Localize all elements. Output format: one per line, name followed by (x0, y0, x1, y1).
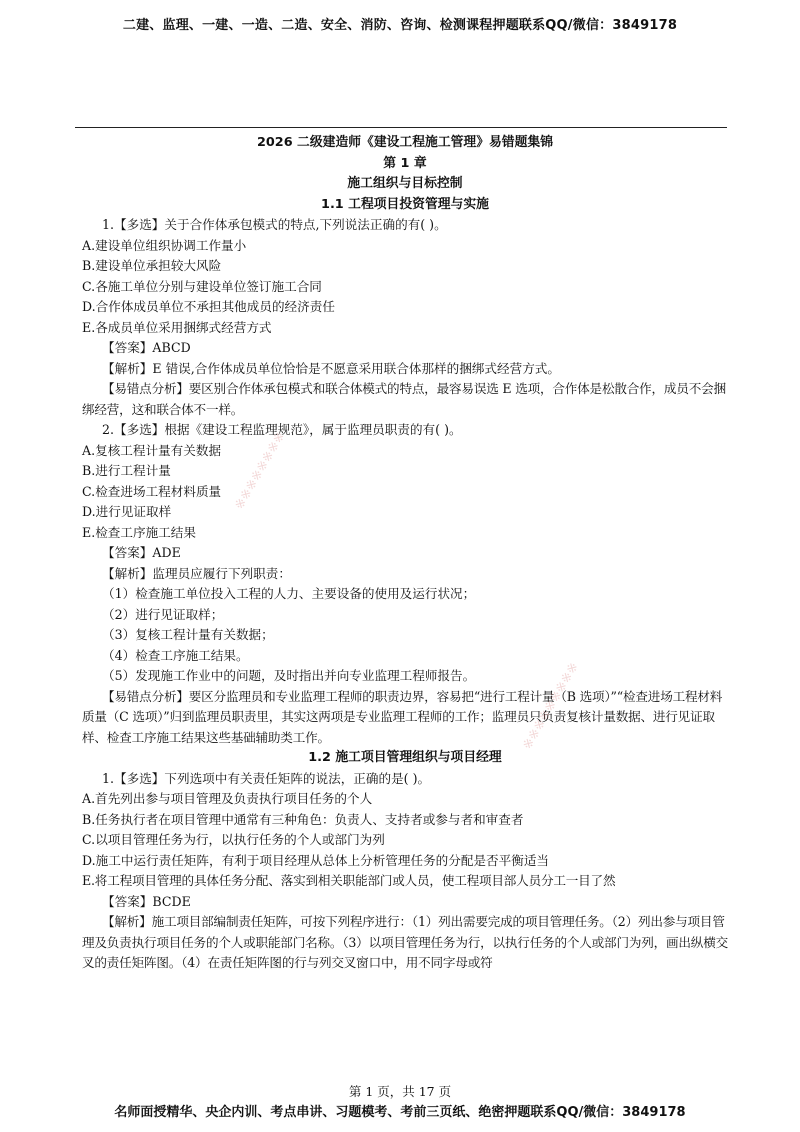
duty-item: （3）复核工程计量有关数据； (102, 627, 274, 642)
question-stem: 1.【多选】下列选项中有关责任矩阵的说法，正确的是( )。 (102, 770, 431, 786)
error-analysis: 【易错点分析】要区分监理员和专业监理工程师的职责边界，容易把“进行工程计量（B 选项）”“检查进场工程材料质量（C 选项）”归到监理员职责里，其实这两项是专业监理工程师的工作；监理员只负责复核计量数据、进行见证取样、检查工序施工结果这些基础辅助类工作。 (82, 688, 723, 745)
option-b: B.任务执行者在项目管理中通常有三种角色：负责人、支持者或参与者和审查者 (82, 811, 524, 827)
answer: 【答案】ADE (102, 545, 181, 560)
option-c: C.以项目管理任务为行，以执行任务的个人或部门为列 (82, 832, 385, 847)
section-heading: 1.1 工程项目投资管理与实施 (321, 196, 489, 212)
document-body (82, 133, 728, 974)
header-rule (75, 127, 727, 128)
question-stem: 2.【多选】根据《建设工程监理规范》，属于监理员职责的有( )。 (102, 422, 462, 437)
option-d: D.合作体成员单位不承担其他成员的经济责任 (82, 299, 335, 314)
option-c: C.检查进场工程材料质量 (82, 483, 222, 499)
watermark-stamp: ※※※※※※※※ (232, 429, 289, 513)
option-b: B.建设单位承担较大风险 (82, 258, 222, 273)
analysis: 【解析】监理员应履行下列职责： (102, 565, 291, 581)
header-banner: 二建、监理、一建、一造、二造、安全、消防、咨询、检测课程押题联系QQ/微信：3849178 (122, 18, 678, 33)
option-e: E.检查工序施工结果 (82, 524, 196, 540)
option-e: E.各成员单位采用捆绑式经营方式 (82, 319, 272, 335)
option-b: B.进行工程计量 (82, 463, 171, 478)
option-c: C.各施工单位分别与建设单位签订施工合同 (82, 278, 322, 294)
question-stem: 1.【多选】关于合作体承包模式的特点,下列说法正确的有( )。 (102, 217, 447, 232)
error-analysis: 【易错点分析】要区别合作体承包模式和联合体模式的特点，最容易误选 E 选项，合作体是松散合作，成员不会捆绑经营，这和联合体不一样。 (82, 381, 726, 417)
footer-banner: 名师面授精华、央企内训、考点串讲、习题模考、考前三页纸、绝密押题联系QQ/微信：3849178 (114, 1105, 686, 1120)
page-number: 第 1 页，共 17 页 (348, 1084, 452, 1099)
option-a: A.首先列出参与项目管理及负责执行项目任务的个人 (82, 791, 373, 806)
document-title: 2026 二级建造师《建设工程施工管理》易错题集锦 (256, 135, 553, 150)
chapter-title: 施工组织与目标控制 (347, 176, 463, 191)
analysis: 【解析】施工项目部编制责任矩阵，可按下列程序进行：（1）列出需要完成的项目管理任务。（2）列出参与项目管理及负责执行项目任务的个人或职能部门名称。（3）以项目管理任务为行，以执行任务的个人或部门为列，画出纵横交叉的责任矩阵图。（4）在责任矩阵图的行与列交叉窗口中，用不同字母或符 (82, 914, 728, 970)
duty-item: （2）进行见证取样； (102, 606, 224, 622)
duty-item: （5）发现施工作业中的问题，及时指出并向专业监理工程师报告。 (102, 668, 476, 683)
chapter-number: 第 1 章 (383, 155, 427, 171)
option-a: A.复核工程计量有关数据 (82, 442, 222, 458)
watermark-stamp: ※※※※※※※※※ (520, 660, 583, 753)
option-d: D.进行见证取样 (82, 504, 172, 519)
answer: 【答案】BCDE (102, 893, 191, 909)
duty-item: （4）检查工序施工结果。 (102, 647, 249, 663)
option-d: D.施工中运行责任矩阵，有利于项目经理从总体上分析管理任务的分配是否平衡适当 (82, 852, 550, 868)
section-heading: 1.2 施工项目管理组织与项目经理 (308, 750, 502, 765)
answer: 【答案】ABCD (102, 340, 191, 355)
option-a: A.建设单位组织协调工作量小 (82, 237, 247, 253)
option-e: E.将工程项目管理的具体任务分配、落实到相关职能部门或人员，使工程项目部人员分工一目了然 (82, 873, 616, 888)
analysis: 【解析】E 错误,合作体成员单位恰恰是不愿意采用联合体那样的捆绑式经营方式。 (102, 360, 560, 376)
duty-item: （1）检查施工单位投入工程的人力、主要设备的使用及运行状况； (102, 586, 476, 601)
